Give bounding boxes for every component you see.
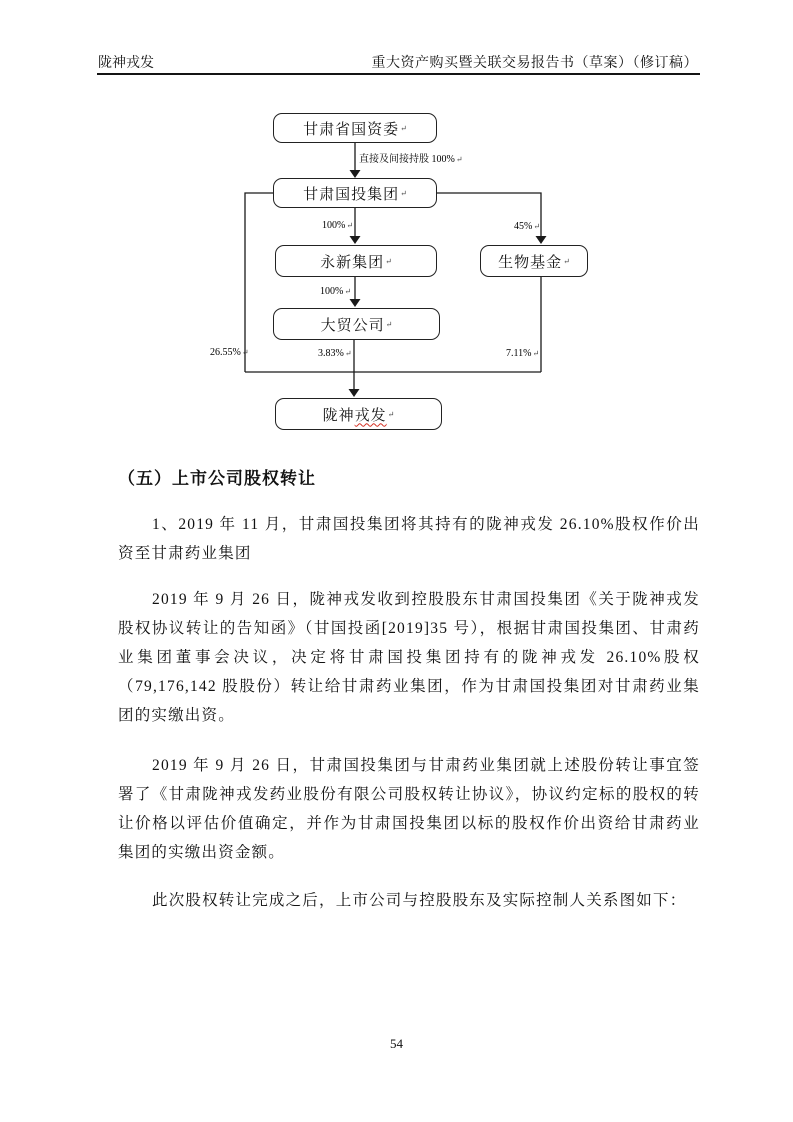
paragraph-return-mark: ↵ <box>387 409 395 419</box>
header-rule <box>97 73 700 75</box>
connector-guotou-left-to-listed <box>245 193 273 372</box>
arrowhead-into-damao <box>350 299 361 307</box>
header-right-title: 重大资产购买暨关联交易报告书（草案）（修订稿） <box>371 56 698 71</box>
diagram-box-yongxin-group <box>275 245 437 277</box>
diagram-box-provincial-sasac <box>273 113 437 143</box>
edge-label-guotou-to-listed: 26.55%↵ <box>210 347 249 358</box>
paragraph-return-mark: ↵ <box>344 287 352 296</box>
paragraph-return-mark: ↵ <box>385 319 393 329</box>
paragraph-4: 此次股权转让完成之后，上市公司与控股股东及实际控制人关系图如下： <box>152 892 687 909</box>
edge-label-sasac-to-guotou: 直接及间接持股 100%↵ <box>359 154 463 165</box>
diagram-box-listed-company <box>275 398 442 430</box>
box-label: 陇神 <box>322 407 355 424</box>
page-number: 54 <box>390 1036 403 1051</box>
paragraph-return-mark: ↵ <box>400 188 407 198</box>
paragraph-return-mark: ↵ <box>346 221 354 230</box>
paragraph-3: 2019 年 9 月 26 日，甘肃国投集团与甘肃药业集团就上述股份转让事宜签署了《甘肃陇神戎发药业股份有限公司股权转让协议》，协议约定标的股权的转让价格以评估价值确定，并作为甘肃国投集团以标的股权作价出资给甘肃药业集团的实缴出资金额。 <box>118 757 700 861</box>
edge-label-guotou-to-yongxin: 100%↵ <box>322 220 354 231</box>
arrowhead-into-listed-co <box>349 389 360 397</box>
section-heading: （五）上市公司股权转让 <box>118 469 316 488</box>
arrowhead-into-yongxin <box>350 236 361 244</box>
paragraph-return-mark: ↵ <box>385 256 392 266</box>
box-label: 甘肃国投集团 <box>303 186 400 203</box>
header-left-title: 陇神戎发 <box>98 56 154 71</box>
edge-label-biofund-to-listed: 7.11%↵ <box>506 348 540 359</box>
diagram-box-damao-company <box>273 308 440 340</box>
diagram-box-bio-fund <box>480 245 588 277</box>
box-label-spellcheck: 戎发 <box>354 407 387 424</box>
paragraph-return-mark: ↵ <box>563 256 570 266</box>
paragraph-2: 2019 年 9 月 26 日，陇神戎发收到控股股东甘肃国投集团《关于陇神戎发股权协议转让的告知函》（甘国投函[2019]35 号），根据甘肃国投集团、甘肃药业集团董事会决议，决定将甘肃国投集团持有的陇神戎发 26.10%股权（79,176,142 股股份）转让给甘肃药业集团，作为甘肃国投集团对甘肃药业集团的实缴出资。 <box>118 591 700 724</box>
arrowhead-into-guotou <box>350 170 361 178</box>
paragraph-return-mark: ↵ <box>455 155 463 164</box>
paragraph-return-mark: ↵ <box>241 348 249 357</box>
diagram-box-gansu-guotou-group <box>273 178 437 208</box>
edge-label-damao-to-listed: 3.83%↵ <box>318 348 352 359</box>
paragraph-return-mark: ↵ <box>400 123 407 133</box>
paragraph-return-mark: ↵ <box>532 349 540 358</box>
box-label: 大贸公司 <box>320 317 385 334</box>
arrowhead-into-biofund <box>536 236 547 244</box>
paragraph-return-mark: ↵ <box>533 222 541 231</box>
edge-label-guotou-to-biofund: 45%↵ <box>514 221 541 232</box>
box-label: 永新集团 <box>320 254 385 271</box>
paragraph-return-mark: ↵ <box>344 349 352 358</box>
edge-label-yongxin-to-damao: 100%↵ <box>320 286 352 297</box>
box-label: 甘肃省国资委 <box>303 121 400 138</box>
box-label: 生物基金 <box>498 254 563 271</box>
paragraph-1: 1、2019 年 11 月，甘肃国投集团将其持有的陇神戎发 26.10%股权作价出资至甘肃药业集团 <box>118 516 700 562</box>
